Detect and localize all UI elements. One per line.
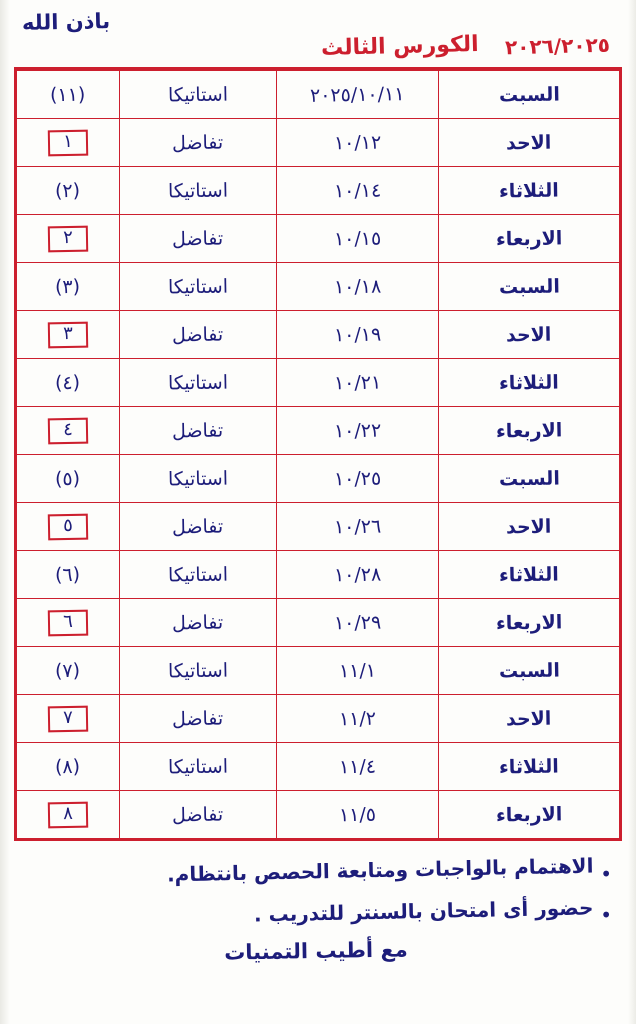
lecture-number-boxed: ٣ [48, 321, 88, 348]
date-label: ١١/٥ [338, 803, 377, 826]
note-item [20, 853, 612, 887]
day-label: الاربعاء [495, 802, 563, 827]
cell-subject [119, 407, 276, 455]
cell-lecture-number [17, 71, 120, 119]
cell-day [439, 167, 620, 215]
day-label: الثلاثاء [499, 178, 560, 203]
course-year: ٢٠٢٦/٢٠٢٥ [504, 32, 611, 60]
subject-label: استاتيكا [167, 370, 228, 395]
lecture-number: (٢) [55, 179, 81, 202]
lecture-number: (٨) [55, 755, 81, 778]
subject-label: تفاضل [171, 515, 224, 538]
date-label: ١٠/١٨ [333, 275, 382, 298]
day-label: الاحد [506, 707, 553, 730]
cell-lecture-number [17, 791, 120, 839]
cell-date [276, 263, 439, 311]
bullet-icon: • [600, 903, 612, 927]
table-row [17, 503, 620, 551]
subject-label: تفاضل [171, 803, 224, 826]
cell-day [439, 263, 620, 311]
schedule-table [16, 70, 620, 839]
cell-lecture-number [17, 215, 120, 263]
subject-label: استاتيكا [167, 82, 228, 107]
cell-subject [119, 599, 276, 647]
table-row [17, 71, 620, 119]
day-label: الثلاثاء [499, 370, 560, 395]
cell-date [276, 119, 439, 167]
note-item [20, 895, 612, 927]
cell-subject [119, 647, 276, 695]
date-label: ١٠/١٩ [333, 323, 382, 346]
day-label: الاحد [506, 323, 553, 346]
lecture-number-boxed: ٨ [48, 801, 88, 828]
day-label: الاحد [506, 515, 553, 538]
day-label: الاربعاء [495, 418, 563, 443]
date-label: ١١/١ [338, 659, 377, 682]
subject-label: استاتيكا [167, 274, 228, 299]
cell-day [439, 791, 620, 839]
cell-lecture-number [17, 599, 120, 647]
cell-lecture-number [17, 455, 120, 503]
course-title: الكورس الثالث [321, 31, 480, 62]
table-row [17, 359, 620, 407]
day-label: السبت [498, 274, 560, 299]
date-label: ١٠/١٢ [333, 131, 382, 154]
subject-label: استاتيكا [167, 754, 228, 779]
cell-day [439, 215, 620, 263]
cell-subject [119, 455, 276, 503]
cell-day [439, 695, 620, 743]
cell-date [276, 71, 439, 119]
cell-lecture-number [17, 263, 120, 311]
subject-label: استاتيكا [167, 466, 228, 491]
cell-date [276, 311, 439, 359]
lecture-number-boxed: ٥ [48, 513, 88, 540]
date-label: ١٠/٢٥ [333, 467, 382, 490]
cell-day [439, 551, 620, 599]
subject-label: تفاضل [171, 131, 224, 154]
table-row [17, 599, 620, 647]
day-label: الثلاثاء [499, 754, 560, 779]
cell-subject [119, 167, 276, 215]
basmala-text: باذن الله [21, 9, 111, 35]
subject-label: تفاضل [171, 227, 224, 250]
lecture-number: (٧) [55, 659, 81, 682]
cell-day [439, 311, 620, 359]
cell-day [439, 407, 620, 455]
table-row [17, 551, 620, 599]
lecture-number: (١١) [50, 83, 86, 106]
lecture-number-boxed: ٢ [48, 225, 88, 252]
day-label: السبت [498, 658, 560, 683]
cell-lecture-number [17, 311, 120, 359]
date-label: ١٠/٢٢ [333, 419, 382, 442]
lecture-number-boxed: ٦ [48, 609, 88, 636]
note-text: حضور أى امتحان بالسنتر للتدريب . [253, 895, 594, 927]
course-heading [321, 31, 611, 62]
subject-label: تفاضل [171, 323, 224, 346]
cell-date [276, 743, 439, 791]
date-label: ١٠/١٤ [333, 179, 382, 202]
subject-label: استاتيكا [167, 658, 228, 683]
cell-subject [119, 311, 276, 359]
cell-day [439, 503, 620, 551]
cell-day [439, 119, 620, 167]
cell-subject [119, 791, 276, 839]
cell-lecture-number [17, 359, 120, 407]
table-row [17, 215, 620, 263]
lecture-number: (٤) [55, 371, 81, 394]
subject-label: تفاضل [171, 419, 224, 442]
cell-date [276, 167, 439, 215]
cell-lecture-number [17, 167, 120, 215]
cell-subject [119, 263, 276, 311]
bullet-icon: • [600, 862, 612, 886]
note-text: الاهتمام بالواجبات ومتابعة الحصص بانتظام. [166, 853, 594, 887]
header-right [22, 10, 110, 34]
cell-subject [119, 695, 276, 743]
cell-lecture-number [17, 647, 120, 695]
lecture-number: (٥) [55, 467, 81, 490]
notes-section [20, 853, 612, 965]
cell-subject [119, 359, 276, 407]
cell-day [439, 359, 620, 407]
table-row [17, 167, 620, 215]
lecture-number: (٦) [55, 563, 81, 586]
cell-lecture-number [17, 503, 120, 551]
subject-label: استاتيكا [167, 178, 228, 203]
date-label: ١١/٢ [338, 707, 377, 730]
lecture-number-boxed: ١ [48, 129, 88, 156]
subject-label: استاتيكا [167, 562, 228, 587]
table-row [17, 791, 620, 839]
cell-lecture-number [17, 119, 120, 167]
cell-subject [119, 743, 276, 791]
cell-date [276, 215, 439, 263]
cell-lecture-number [17, 551, 120, 599]
table-row [17, 743, 620, 791]
schedule-table-container [14, 67, 622, 841]
cell-date [276, 599, 439, 647]
cell-lecture-number [17, 743, 120, 791]
cell-subject [119, 215, 276, 263]
table-row [17, 407, 620, 455]
cell-day [439, 743, 620, 791]
closing-text: مع أطيب التمنيات [223, 937, 409, 965]
cell-day [439, 71, 620, 119]
cell-lecture-number [17, 407, 120, 455]
day-label: الاربعاء [495, 610, 563, 635]
date-label: ١١/٤ [338, 755, 377, 778]
paper-edge-right [628, 0, 636, 1024]
cell-date [276, 455, 439, 503]
cell-date [276, 551, 439, 599]
schedule-table-body [17, 71, 620, 839]
date-label: ١٠/١٥ [333, 227, 382, 250]
cell-subject [119, 119, 276, 167]
lecture-number-boxed: ٧ [48, 705, 88, 732]
date-label: ١٠/٢٦ [333, 515, 382, 538]
table-row [17, 119, 620, 167]
cell-day [439, 599, 620, 647]
cell-subject [119, 551, 276, 599]
table-row [17, 263, 620, 311]
cell-subject [119, 503, 276, 551]
subject-label: تفاضل [171, 611, 224, 634]
cell-date [276, 503, 439, 551]
cell-day [439, 647, 620, 695]
day-label: السبت [498, 82, 560, 107]
cell-day [439, 455, 620, 503]
date-label: ١٠/٢٩ [333, 611, 382, 634]
cell-subject [119, 71, 276, 119]
table-row [17, 695, 620, 743]
subject-label: تفاضل [171, 707, 224, 730]
cell-lecture-number [17, 695, 120, 743]
date-label: ١٠/٢١ [333, 371, 382, 394]
paper-edge-left [0, 0, 10, 1024]
table-row [17, 647, 620, 695]
table-row [17, 311, 620, 359]
day-label: الاحد [506, 131, 553, 154]
date-label: ٢٠٢٥/١٠/١١ [310, 82, 405, 107]
cell-date [276, 359, 439, 407]
table-row [17, 455, 620, 503]
day-label: الثلاثاء [499, 562, 560, 587]
cell-date [276, 695, 439, 743]
cell-date [276, 791, 439, 839]
cell-date [276, 407, 439, 455]
lecture-number: (٣) [55, 275, 81, 298]
date-label: ١٠/٢٨ [333, 563, 382, 586]
page-header [0, 0, 636, 62]
day-label: الاربعاء [495, 226, 563, 251]
lecture-number-boxed: ٤ [48, 417, 88, 444]
cell-date [276, 647, 439, 695]
day-label: السبت [498, 466, 560, 491]
